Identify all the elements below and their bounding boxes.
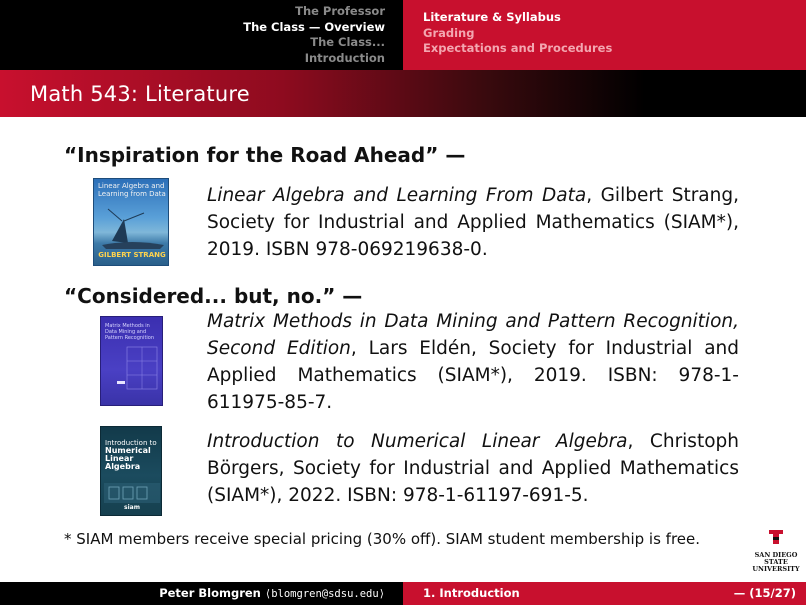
nav-section-class[interactable]: The Class... <box>310 35 385 49</box>
borgers-cover-title-line4: Algebra <box>105 462 141 471</box>
elden-cover-art <box>101 317 163 406</box>
footer-section-block <box>403 582 806 605</box>
strang-reference <box>207 182 739 263</box>
strang-cover-author: GILBERT STRANG <box>98 251 166 259</box>
nav-subsection-expectations[interactable]: Expectations and Procedures <box>423 41 613 55</box>
siam-footnote: * SIAM members receive special pricing (30% off). SIAM student membership is free. <box>64 530 701 548</box>
footer-section[interactable]: 1. Introduction <box>423 586 520 600</box>
nav-subsection-grading[interactable]: Grading <box>423 25 475 40</box>
sdsu-logo-line1: SAN DIEGO STATE <box>754 551 798 566</box>
elden-cover-title: Matrix Methods in Data Mining and Pattern Recognition <box>105 323 155 341</box>
nav-section-class-overview[interactable]: The Class — Overview <box>243 19 385 34</box>
sdsu-logo-line2: UNIVERSITY <box>752 565 800 573</box>
footer-author: Peter Blomgren <box>159 586 261 600</box>
borgers-cover-title-line3: Linear <box>105 454 134 463</box>
nav-section-professor[interactable]: The Professor <box>295 4 385 18</box>
footer-email[interactable]: ⟨blomgren@sdsu.edu⟩ <box>264 588 385 600</box>
borgers-cover-art <box>101 427 162 516</box>
strang-details: , Gilbert Strang, Society for Industrial and Applied Mathematics (SIAM*), 2019. ISBN 978-069219638-0. <box>207 185 739 260</box>
footer <box>0 582 806 605</box>
elden-title: Matrix Methods in Data Mining and Pattern Recognition, Second Edition <box>207 311 739 359</box>
frame-title: Math 543: Literature <box>0 70 806 117</box>
strang-cover-title: Linear Algebra and Learning from Data <box>98 182 166 198</box>
borgers-book-cover <box>100 426 162 516</box>
elden-reference <box>207 308 739 416</box>
strang-book-cover <box>93 178 169 266</box>
borgers-details: , Christoph Börgers, Society for Industrial and Applied Mathematics (SIAM*), 2022. ISBN: 978-1-61197-691-5. <box>207 431 739 506</box>
inspiration-heading: “Inspiration for the Road Ahead” — <box>64 143 466 167</box>
borgers-title: Introduction to Numerical Linear Algebra <box>207 431 628 452</box>
section-nav <box>0 0 403 70</box>
borgers-cover-publisher: siam <box>124 504 140 511</box>
footer-page-number: — (15/27) <box>733 586 796 600</box>
elden-book-cover <box>100 316 163 406</box>
sdsu-logo-icon <box>765 528 787 548</box>
subsection-nav <box>403 0 806 70</box>
sdsu-logo <box>750 528 802 573</box>
borgers-reference <box>207 428 739 509</box>
strang-title: Linear Algebra and Learning From Data <box>207 185 587 206</box>
borgers-cover-title-line2: Numerical <box>105 446 151 455</box>
borgers-cover-title-line1: Introduction to <box>105 439 157 447</box>
elden-details: , Lars Eldén, Society for Industrial and Applied Mathematics (SIAM*), 2019. ISBN: 978-1-611975-85-7. <box>207 338 739 413</box>
considered-heading: “Considered... but, no.” — <box>64 284 363 308</box>
nav-section-introduction[interactable]: Introduction <box>304 50 385 65</box>
top-navigation <box>0 0 806 70</box>
footer-author-block <box>0 582 403 605</box>
nav-subsection-literature[interactable]: Literature & Syllabus <box>423 10 561 24</box>
